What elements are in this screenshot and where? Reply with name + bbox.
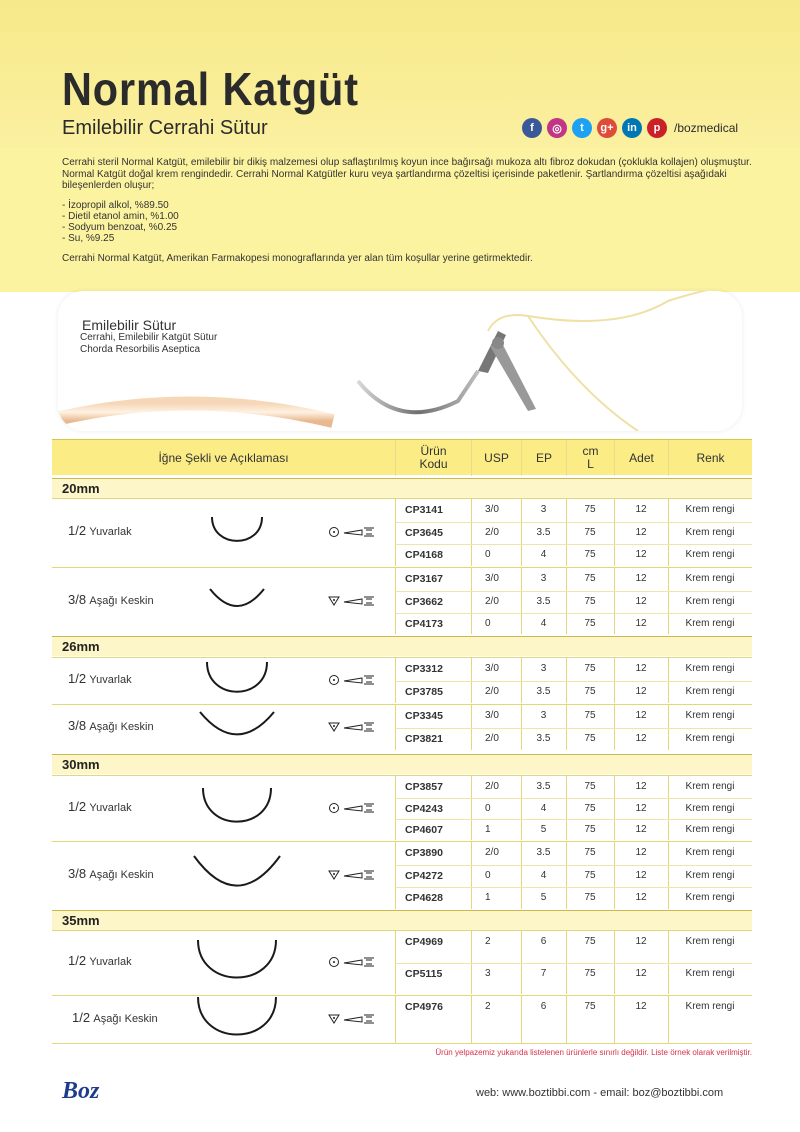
usp-value: 2/0 <box>485 847 499 858</box>
length-value: 75 <box>584 710 596 721</box>
quantity-value: 12 <box>635 936 647 947</box>
needle-type-fraction: 1/2 <box>68 523 87 538</box>
product-code: CP4607 <box>405 824 443 836</box>
usp-value: 3/0 <box>485 710 499 721</box>
length-value: 75 <box>584 573 596 584</box>
row-divider <box>395 819 752 820</box>
boz-logo-icon <box>60 1068 120 1108</box>
usp-value: 3/0 <box>485 504 499 515</box>
product-code: CP4969 <box>405 936 443 948</box>
needle-curve-icon <box>210 515 266 545</box>
color-value: Krem rengi <box>685 824 735 835</box>
header-description: İğne Şekli ve Açıklaması <box>158 450 289 465</box>
product-banner <box>58 291 742 431</box>
page-subtitle: Emilebilir Cerrahi Sütur <box>62 117 268 139</box>
group-divider <box>52 995 752 996</box>
google-plus-icon[interactable]: g+ <box>597 118 617 138</box>
header-usp: USP <box>471 440 521 476</box>
needle-type-fraction: 3/8 <box>68 718 87 733</box>
round-point-icon <box>328 525 378 539</box>
quantity-value: 12 <box>635 685 647 697</box>
ep-value: 4 <box>540 869 547 881</box>
quantity-value: 12 <box>635 526 647 538</box>
color-value: Krem rengi <box>685 1001 735 1012</box>
usp-value: 2 <box>485 1001 491 1012</box>
header-code <box>395 440 471 476</box>
row-divider <box>395 522 752 523</box>
usp-value: 2/0 <box>485 732 499 744</box>
ep-value: 3 <box>540 663 547 674</box>
needle-type-name: Yuvarlak <box>89 801 132 814</box>
instagram-icon[interactable]: ◎ <box>547 118 567 138</box>
color-value: Krem rengi <box>685 549 735 560</box>
group-divider <box>52 775 752 776</box>
product-code: CP3141 <box>405 504 443 516</box>
section-header <box>52 636 752 656</box>
length-value: 75 <box>584 549 596 560</box>
quantity-value: 12 <box>635 573 647 584</box>
ep-value: 3 <box>540 573 547 584</box>
color-value: Krem rengi <box>685 781 735 792</box>
color-value: Krem rengi <box>685 869 735 881</box>
round-point-icon <box>328 955 378 969</box>
intro-text <box>62 157 752 272</box>
color-value: Krem rengi <box>685 573 735 584</box>
group-divider <box>52 930 752 931</box>
needle-curve-icon <box>208 587 268 611</box>
round-point-icon <box>328 673 378 687</box>
needle-type-name: Yuvarlak <box>89 956 132 968</box>
length-value: 75 <box>584 618 596 629</box>
group-divider <box>52 841 752 842</box>
header-length-line1: cm <box>582 444 599 458</box>
pinterest-icon[interactable]: p <box>647 118 667 138</box>
needle-curve-icon <box>201 786 275 826</box>
ingredient-item: - İzopropil alkol, %89.50 <box>62 199 169 211</box>
length-value: 75 <box>584 869 596 881</box>
needle-type <box>68 866 154 881</box>
color-value: Krem rengi <box>685 504 735 515</box>
color-value: Krem rengi <box>685 663 735 674</box>
contact-info[interactable]: web: www.boztibbi.com - email: boz@boztibbi.com <box>476 1087 724 1099</box>
ingredients-list <box>62 200 752 244</box>
needle-type-fraction: 3/8 <box>68 591 87 607</box>
usp-value: 0 <box>485 549 491 560</box>
section-label: 35mm <box>62 913 100 928</box>
group-divider <box>52 704 752 705</box>
cutting-point-icon <box>328 594 378 608</box>
needle-type <box>72 1010 158 1025</box>
length-value: 75 <box>584 595 596 607</box>
length-value: 75 <box>584 936 596 947</box>
banner-subtitle <box>80 332 217 355</box>
length-value: 75 <box>584 1001 596 1012</box>
quantity-value: 12 <box>635 595 647 607</box>
quantity-value: 12 <box>635 504 647 515</box>
product-code: CP3662 <box>405 595 443 608</box>
row-divider <box>395 798 752 799</box>
length-value: 75 <box>584 732 596 744</box>
quantity-value: 12 <box>635 663 647 674</box>
product-code: CP3345 <box>405 710 443 722</box>
svg-text:Boz: Boz <box>62 1078 100 1104</box>
cutting-point-icon <box>328 868 378 882</box>
ep-value: 5 <box>540 824 547 835</box>
cutting-point-icon <box>328 1012 378 1026</box>
length-value: 75 <box>584 781 596 792</box>
group-divider <box>52 498 752 499</box>
length-value: 75 <box>584 685 596 697</box>
product-code: CP4243 <box>405 802 443 815</box>
product-code: CP4173 <box>405 618 443 630</box>
facebook-icon[interactable]: f <box>522 118 542 138</box>
usp-value: 3 <box>485 968 491 979</box>
header-ep: EP <box>521 440 566 476</box>
ingredient-item: - Sodyum benzoat, %0.25 <box>62 221 178 233</box>
banner-title: Emilebilir Sütur <box>82 317 177 333</box>
color-value: Krem rengi <box>685 595 735 607</box>
section-header <box>52 910 752 930</box>
footnote: Ürün yelpazemiz yukarıda listelenen ürünlerle sınırlı değildir. Liste örnek olarak verilmiştir. <box>435 1048 752 1057</box>
needle-curve-icon <box>192 854 284 892</box>
quantity-value: 12 <box>635 710 647 721</box>
ep-value: 5 <box>540 892 547 903</box>
ep-value: 3.5 <box>536 847 551 858</box>
header-length-line2: L <box>587 457 594 471</box>
row-divider <box>395 887 752 888</box>
table-bottom-border <box>52 1043 752 1044</box>
round-point-icon <box>328 801 378 815</box>
quantity-value: 12 <box>635 802 647 814</box>
group-divider <box>52 657 752 658</box>
product-code: CP4168 <box>405 549 443 561</box>
twitter-icon[interactable]: t <box>572 118 592 138</box>
color-value: Krem rengi <box>685 847 735 858</box>
product-code: CP4976 <box>405 1001 443 1013</box>
quantity-value: 12 <box>635 968 647 979</box>
needle-curve-icon <box>196 938 280 982</box>
product-code: CP3890 <box>405 847 443 859</box>
needle-curve-icon <box>196 995 280 1039</box>
company-logo <box>60 1068 120 1113</box>
ep-value: 7 <box>540 968 547 979</box>
usp-value: 0 <box>485 869 491 881</box>
product-code: CP3645 <box>405 526 443 539</box>
quantity-value: 12 <box>635 549 647 560</box>
ep-value: 3.5 <box>536 526 551 538</box>
section-label: 20mm <box>62 481 100 496</box>
linkedin-icon[interactable]: in <box>622 118 642 138</box>
ep-value: 6 <box>540 1001 547 1012</box>
ep-value: 3.5 <box>536 595 551 607</box>
needle-type-name: Aşağı Keskin <box>89 869 154 881</box>
length-value: 75 <box>584 892 596 903</box>
color-value: Krem rengi <box>685 732 735 744</box>
cutting-point-icon <box>328 720 378 734</box>
product-code: CP3785 <box>405 685 443 698</box>
usp-value: 2/0 <box>485 526 499 538</box>
product-code: CP3312 <box>405 663 443 675</box>
color-value: Krem rengi <box>685 802 735 814</box>
row-divider <box>395 591 752 592</box>
needle-type-name: Aşağı Keskin <box>89 594 154 607</box>
section-label: 30mm <box>62 757 100 772</box>
length-value: 75 <box>584 847 596 858</box>
product-code: CP5115 <box>405 968 443 980</box>
color-value: Krem rengi <box>685 618 735 629</box>
quantity-value: 12 <box>635 869 647 881</box>
color-value: Krem rengi <box>685 526 735 538</box>
product-code: CP4628 <box>405 892 443 904</box>
needle-type <box>68 592 154 607</box>
intro-paragraph-1: Cerrahi steril Normal Katgüt, emilebilir bir dikiş malzemesi olup saflaştırılmış koyun ince bağırsağı mukoza altı fibroz dokudan (çoklukla kollajen) oluşmuştur. Normal Katgüt doğal krem rengindedir. Cerrahi Normal Katgütler kuru veya şartlandırma çözeltisi içerisinde paketlenir. Şartlandırma çözeltisi aşağıdaki bileşenlerden oluşur; <box>62 157 752 191</box>
social-links <box>522 118 738 138</box>
length-value: 75 <box>584 824 596 835</box>
row-divider <box>395 728 752 729</box>
usp-value: 3/0 <box>485 573 499 584</box>
header-code-line1: Ürün <box>420 444 447 458</box>
length-value: 75 <box>584 504 596 515</box>
usp-value: 1 <box>485 892 491 903</box>
row-divider <box>395 865 752 866</box>
quantity-value: 12 <box>635 892 647 903</box>
ingredient-item: - Su, %9.25 <box>62 232 115 244</box>
needle-type <box>68 523 132 538</box>
table-header <box>52 439 752 475</box>
length-value: 75 <box>584 968 596 979</box>
quantity-value: 12 <box>635 618 647 629</box>
needle-curve-icon <box>205 660 271 696</box>
product-code: CP3857 <box>405 781 443 793</box>
quantity-value: 12 <box>635 824 647 835</box>
product-code: CP3821 <box>405 732 443 745</box>
length-value: 75 <box>584 526 596 538</box>
length-value: 75 <box>584 802 596 814</box>
needle-type <box>68 953 132 968</box>
length-value: 75 <box>584 663 596 674</box>
row-divider <box>395 681 752 682</box>
ep-value: 3 <box>540 504 547 515</box>
header-code-line2: Kodu <box>419 457 448 471</box>
needle-curve-icon <box>198 710 278 740</box>
needle-type <box>68 718 154 733</box>
suture-illustration <box>58 291 742 431</box>
banner-line-1: Cerrahi, Emilebilir Katgüt Sütur <box>80 332 218 343</box>
needle-type <box>68 799 132 814</box>
quantity-value: 12 <box>635 732 647 744</box>
ep-value: 4 <box>540 802 547 814</box>
usp-value: 2/0 <box>485 685 499 697</box>
usp-value: 3/0 <box>485 663 499 674</box>
needle-type-fraction: 1/2 <box>72 1010 91 1025</box>
needle-type-fraction: 1/2 <box>68 953 87 968</box>
row-divider <box>395 963 752 964</box>
header-color: Renk <box>668 440 752 476</box>
usp-value: 2/0 <box>485 595 499 607</box>
usp-value: 2 <box>485 936 491 947</box>
color-value: Krem rengi <box>685 710 735 721</box>
needle-type-fraction: 1/2 <box>68 798 87 814</box>
color-value: Krem rengi <box>685 968 735 979</box>
needle-type-name: Yuvarlak <box>89 674 132 686</box>
needle-type-name: Yuvarlak <box>89 526 132 538</box>
needle-type-fraction: 1/2 <box>68 671 87 686</box>
color-value: Krem rengi <box>685 936 735 947</box>
ep-value: 3.5 <box>536 732 551 744</box>
group-divider <box>52 567 752 568</box>
quantity-value: 12 <box>635 781 647 792</box>
usp-value: 2/0 <box>485 781 499 792</box>
ingredient-item: - Dietil etanol amin, %1.00 <box>62 210 179 222</box>
usp-value: 1 <box>485 824 491 835</box>
needle-type-name: Aşağı Keskin <box>89 721 154 733</box>
needle-type <box>68 671 132 686</box>
social-handle[interactable]: /bozmedical <box>674 121 739 135</box>
quantity-value: 12 <box>635 1001 647 1012</box>
needle-type-name: Aşağı Keskin <box>93 1013 158 1025</box>
section-label: 26mm <box>62 639 100 654</box>
product-code: CP4272 <box>405 869 443 882</box>
quantity-value: 12 <box>635 847 647 858</box>
banner-line-2: Chorda Resorbilis Aseptica <box>80 343 201 355</box>
ep-value: 3.5 <box>536 685 551 697</box>
usp-value: 0 <box>485 618 491 629</box>
section-header <box>52 478 752 498</box>
color-value: Krem rengi <box>685 685 735 697</box>
row-divider <box>395 544 752 545</box>
page-title: Normal Katgüt <box>62 63 359 115</box>
color-value: Krem rengi <box>685 892 735 903</box>
ep-value: 4 <box>540 549 547 560</box>
intro-paragraph-2: Cerrahi Normal Katgüt, Amerikan Farmakopesi monograflarında yer alan tüm koşullar yerine getirmektedir. <box>62 252 533 264</box>
needle-type-fraction: 3/8 <box>68 866 87 881</box>
product-code: CP3167 <box>405 573 443 585</box>
usp-value: 0 <box>485 802 491 814</box>
header-length <box>566 440 614 476</box>
section-header <box>52 754 752 774</box>
ep-value: 6 <box>540 936 547 947</box>
row-divider <box>395 613 752 614</box>
header-quantity: Adet <box>614 440 668 476</box>
ep-value: 3.5 <box>536 781 551 792</box>
ep-value: 4 <box>540 618 547 629</box>
ep-value: 3 <box>540 710 547 721</box>
